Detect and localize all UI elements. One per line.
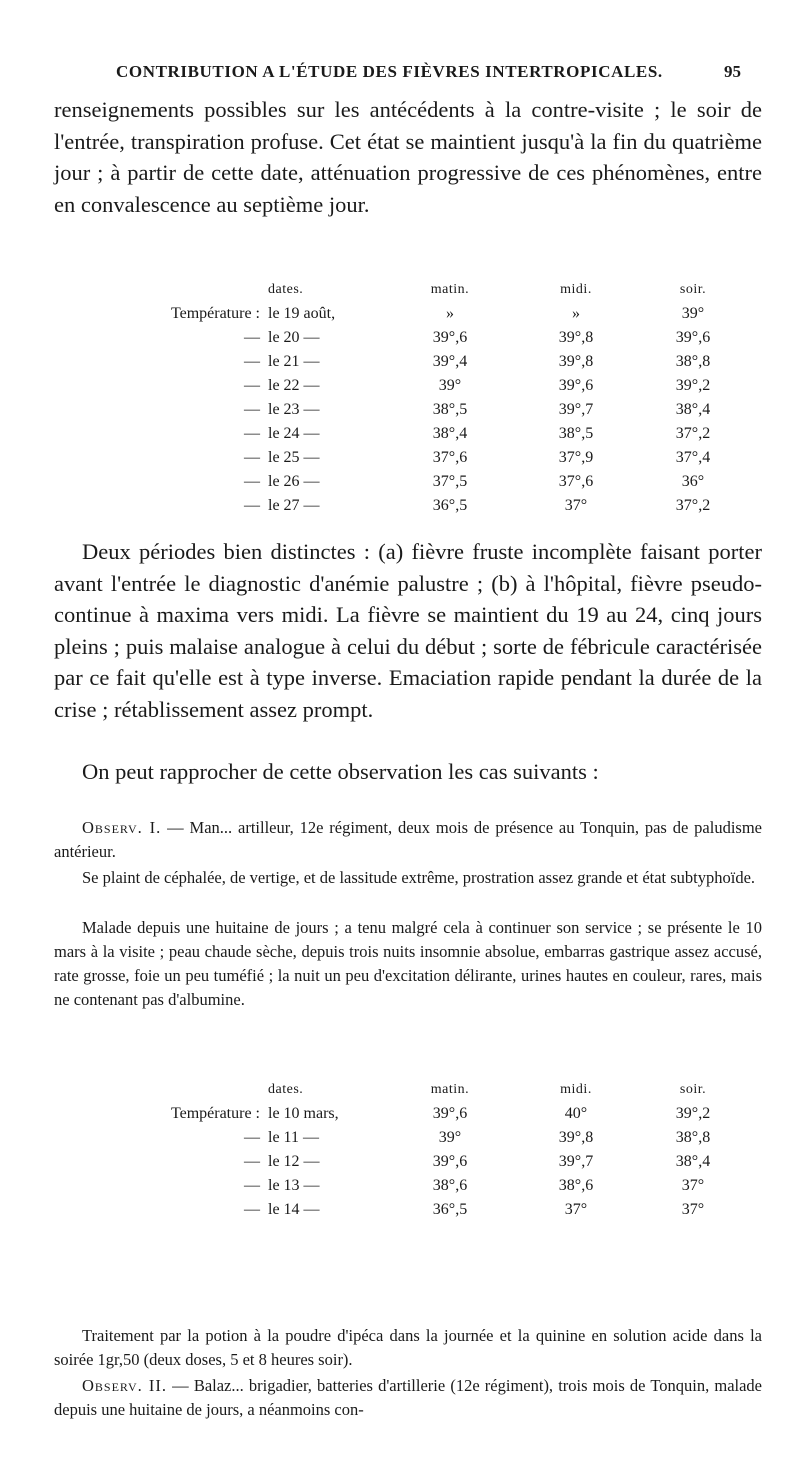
row-date: le 11 — (268, 1129, 319, 1146)
row-date: le 20 — (268, 329, 320, 346)
table-row (112, 374, 748, 398)
cell-matin: 38°,4 (432, 425, 468, 442)
header-title: CONTRIBUTION A L'ÉTUDE DES FIÈVRES INTERTROPICALES. (116, 62, 663, 81)
cell-matin: » (446, 305, 454, 322)
cell-midi: 39°,7 (558, 1153, 594, 1170)
cell-midi: 39°,6 (558, 377, 594, 394)
table-row (112, 302, 748, 326)
cell-matin: 39° (438, 1129, 462, 1146)
paragraph-intro: renseignements possibles sur les antécédents à la contre-visite ; le soir de l'entrée, transpiration profuse. Cet état se maintient jusqu'à la fin du quatrième jour ; à partir de cette date, atténuation progressive de ces phénomènes, entre en convalescence au septième jour. (54, 97, 762, 217)
cell-soir: 39° (681, 305, 705, 322)
cell-soir: 37°,2 (675, 497, 711, 514)
col-header-soir: soir. (679, 282, 707, 297)
table-row (112, 446, 748, 470)
cell-midi: 39°,7 (558, 401, 594, 418)
row-label: — (244, 1177, 260, 1194)
cell-midi: 37° (564, 1201, 588, 1218)
row-date: le 22 — (268, 377, 320, 394)
cell-midi: 39°,8 (558, 353, 594, 370)
col-header-dates: dates. (268, 282, 304, 297)
table-row (112, 1198, 748, 1222)
running-header (0, 62, 800, 88)
cell-matin: 37°,5 (432, 473, 468, 490)
observation-1-text: — Man... artilleur, 12e régiment, deux mois de présence au Tonquin, pas de paludisme antérieur. (54, 818, 762, 861)
cell-soir: 39°,2 (675, 377, 711, 394)
observation-1-symptoms: Se plaint de céphalée, de vertige, et de lassitude extrême, prostration assez grande et état subtyphoïde. (82, 868, 756, 887)
cell-matin: 39°,4 (432, 353, 468, 370)
table-header-row (112, 1078, 748, 1102)
observation-2-text: — Balaz... brigadier, batteries d'artillerie (12e régiment), trois mois de Tonquin, malade depuis une huitaine de jours, a néanmoins con- (54, 1376, 762, 1419)
row-date: le 25 — (268, 449, 320, 466)
cell-midi: 40° (564, 1105, 588, 1122)
cell-midi: 39°,8 (558, 329, 594, 346)
cell-soir: 38°,4 (675, 1153, 711, 1170)
row-date: le 14 — (268, 1201, 320, 1218)
table-header-row (112, 278, 748, 302)
cell-soir: 38°,8 (675, 1129, 711, 1146)
cell-soir: 37° (681, 1177, 705, 1194)
observation-1-label: Observ. I. (82, 818, 162, 837)
cell-midi: 37°,9 (558, 449, 594, 466)
cell-soir: 37°,4 (675, 449, 711, 466)
table-row (112, 422, 748, 446)
col-header-dates: dates. (268, 1082, 304, 1097)
table-row (112, 470, 748, 494)
row-label: — (244, 377, 260, 394)
row-date: le 13 — (268, 1177, 320, 1194)
table-row (112, 326, 748, 350)
col-header-matin: matin. (430, 1082, 470, 1097)
table-row (112, 494, 748, 518)
row-date: le 12 — (268, 1153, 320, 1170)
col-header-soir: soir. (679, 1082, 707, 1097)
cell-soir: 39°,2 (675, 1105, 711, 1122)
cell-soir: 39°,6 (675, 329, 711, 346)
col-header-matin: matin. (430, 282, 470, 297)
row-label: — (244, 425, 260, 442)
observation-2-intro (54, 1374, 762, 1422)
cell-soir: 38°,8 (675, 353, 711, 370)
row-date: le 27 — (268, 497, 320, 514)
table-row (112, 1174, 748, 1198)
paragraph-discussion: Deux périodes bien distinctes : (a) fièvre fruste incomplète faisant porter avant l'entrée le diagnostic d'anémie palustre ; (b) à l'hôpital, fièvre pseudo-continue à maxima vers midi. La fièvre se maintient du 19 au 24, cinq jours pleins ; puis malaise analogue à celui du début ; sorte de fébricule caractérisée par ce fait qu'elle est à type inverse. Emaciation rapide pendant la durée de la crise ; rétablissement assez prompt. (54, 539, 762, 722)
page-number: 95 (724, 62, 741, 81)
row-date: le 24 — (268, 425, 320, 442)
table-row (112, 1150, 748, 1174)
row-label: — (244, 449, 260, 466)
cell-soir: 38°,4 (675, 401, 711, 418)
cell-matin: 39° (438, 377, 462, 394)
row-label: — (244, 329, 260, 346)
cell-matin: 38°,6 (432, 1177, 468, 1194)
col-header-midi: midi. (560, 282, 592, 297)
cell-soir: 36° (681, 473, 705, 490)
cell-matin: 37°,6 (432, 449, 468, 466)
cell-soir: 37°,2 (675, 425, 711, 442)
row-label: — (244, 1201, 260, 1218)
col-header-midi: midi. (560, 1082, 592, 1097)
cell-midi: » (572, 305, 580, 322)
cell-matin: 39°,6 (432, 1105, 468, 1122)
table-body (112, 302, 748, 518)
paragraph-treatment: Traitement par la potion à la poudre d'ipéca dans la journée et la quinine en solution acide dans la soirée 1gr,50 (deux doses, 5 et 8 heures soir). (54, 1326, 762, 1369)
cell-midi: 37°,6 (558, 473, 594, 490)
cell-matin: 38°,5 (432, 401, 468, 418)
row-date: le 19 août, (268, 305, 336, 322)
table-body (112, 1102, 748, 1222)
temperature-table-1 (112, 278, 748, 518)
row-date: le 23 — (268, 401, 320, 418)
observation-2-label: Observ. II. (82, 1376, 168, 1395)
cell-soir: 37° (681, 1201, 705, 1218)
cell-matin: 36°,5 (432, 497, 468, 514)
paragraph-transition: On peut rapprocher de cette observation les cas suivants : (82, 759, 599, 784)
observation-1-intro (54, 816, 762, 864)
cell-matin: 39°,6 (432, 329, 468, 346)
row-label: — (244, 473, 260, 490)
cell-midi: 39°,8 (558, 1129, 594, 1146)
row-label: — (244, 1129, 260, 1146)
row-label: — (244, 497, 260, 514)
table-row (112, 1102, 748, 1126)
table-row (112, 1126, 748, 1150)
observation-1-details: Malade depuis une huitaine de jours ; a tenu malgré cela à continuer son service ; se présente le 10 mars à la visite ; peau chaude sèche, depuis trois nuits insomnie absolue, embarras gastrique assez accusé, rate grosse, foie un peu tuméfié ; la nuit un peu d'excitation délirante, urines hautes en couleur, rares, mais ne contenant pas d'albumine. (54, 918, 762, 1009)
cell-midi: 38°,5 (558, 425, 594, 442)
cell-midi: 37° (564, 497, 588, 514)
row-date: le 26 — (268, 473, 320, 490)
row-label: Température : (170, 1105, 260, 1122)
temperature-table-2 (112, 1078, 748, 1222)
table-row (112, 350, 748, 374)
row-label: — (244, 353, 260, 370)
cell-matin: 36°,5 (432, 1201, 468, 1218)
row-label: — (244, 1153, 260, 1170)
row-date: le 10 mars, (268, 1105, 339, 1122)
row-date: le 21 — (268, 353, 320, 370)
table-row (112, 398, 748, 422)
cell-midi: 38°,6 (558, 1177, 594, 1194)
cell-matin: 39°,6 (432, 1153, 468, 1170)
row-label: — (244, 401, 260, 418)
row-label: Température : (170, 305, 260, 322)
